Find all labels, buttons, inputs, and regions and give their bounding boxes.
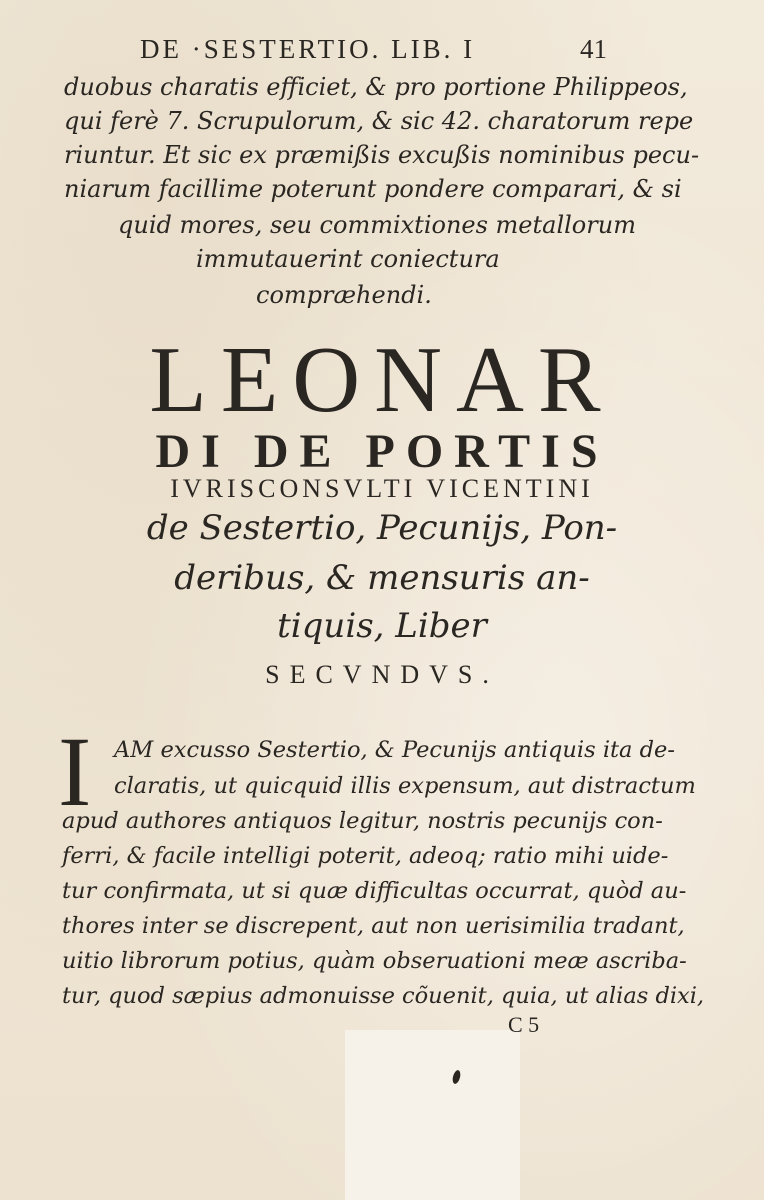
body-line: uitio librorum potius, quàm obseruationi meæ ascriba- (62, 948, 687, 974)
body-line: tur, quod sæpius admonuisse cõuenit, quia, ut alias dixi, (62, 983, 705, 1009)
title-line-iurisconsulti: IVRISCONSVLTI VICENTINI (170, 474, 594, 503)
paragraph-line: qui ferè 7. Scrupulorum, & sic 42. charatorum repe (64, 107, 694, 135)
body-line: AM excusso Sestertio, & Pecunijs antiquis ita de- (114, 737, 675, 763)
paragraph-line: immutauerint coniectura (196, 245, 500, 273)
body-line: tur confirmata, ut si quæ difficultas occurrat, quòd au- (62, 878, 687, 904)
body-line: apud authores antiquos legitur, nostris pecunijs con- (62, 808, 663, 834)
running-head-text: DE ·SESTERTIO. LIB. I (140, 34, 476, 64)
title-line-secundus: SECVNDVS. (265, 660, 499, 689)
body-line: claratis, ut quicquid illis expensum, aut distractum (114, 773, 696, 799)
paragraph-line: compræhendi. (256, 281, 432, 309)
paragraph-line: riuntur. Et sic ex præmißis excußis nominibus pecu- (64, 141, 700, 169)
folio-number: 41 (580, 34, 607, 64)
paragraph-line: quid mores, seu commixtiones metallorum (118, 211, 636, 239)
title-line-leonar: LEONAR (149, 328, 615, 432)
body-line: thores inter se discrepent, aut non uerisimilia tradant, (62, 913, 685, 939)
drop-capital: I (58, 716, 92, 827)
paragraph-line: duobus charatis efficiet, & pro portione Philippeos, (64, 73, 688, 101)
title-line-deribus: deribus, & mensuris an- (174, 558, 590, 598)
title-line-di-de-portis: DI DE PORTIS (155, 425, 609, 478)
paragraph-line: niarum facillime poterunt pondere comparari, & si (64, 175, 682, 203)
title-line-tiquis-liber: tiquis, Liber (277, 606, 487, 646)
body-line: ferri, & facile intelligi poterit, adeoq; ratio mihi uide- (62, 843, 669, 869)
paper-patch (345, 1030, 520, 1200)
catchword: C 5 (508, 1012, 540, 1037)
title-line-de-sestertio: de Sestertio, Pecunijs, Pon- (146, 508, 618, 548)
